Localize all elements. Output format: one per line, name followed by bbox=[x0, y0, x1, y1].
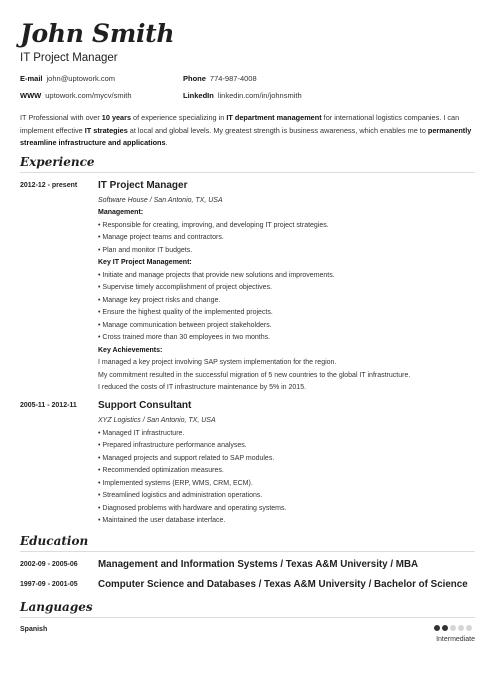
job-dates: 2012-12 - present bbox=[20, 182, 78, 189]
job-line: • Manage project teams and contractors. bbox=[98, 234, 224, 241]
job-line: I reduced the costs of IT infrastructure maintenance by 5% in 2015. bbox=[98, 384, 307, 391]
linkedin-label: LinkedIn bbox=[183, 91, 214, 100]
job-dates: 2005-11 - 2012-11 bbox=[20, 402, 77, 409]
job-line: • Implemented systems (ERP, WMS, CRM, ECM). bbox=[98, 480, 253, 487]
job-line: • Maintained the user database interface. bbox=[98, 517, 226, 524]
www-label: WWW bbox=[20, 91, 42, 100]
profile-summary: IT Professional with over 10 years of experience specializing in IT department management for international logistics companies. I can implement effective IT strategies at local and global levels. My greatest strength is business awareness, which enables me to permanently streamline infrastructure and applications. bbox=[20, 113, 472, 148]
www-value[interactable]: uptowork.com/mycv/smith bbox=[45, 91, 132, 100]
education-title: Computer Science and Databases / Texas A&M University / Bachelor of Science bbox=[98, 579, 468, 590]
phone-value: 774-987-4008 bbox=[209, 74, 257, 83]
languages-heading: Languages bbox=[20, 600, 93, 614]
job-line: Key IT Project Management: bbox=[98, 259, 192, 266]
job-title: IT Project Manager bbox=[98, 180, 188, 191]
job-line: • Initiate and manage projects that provide new solutions and improvements. bbox=[98, 272, 335, 279]
education-dates: 2002-09 - 2005-06 bbox=[20, 561, 78, 568]
job-line: • Recommended optimization measures. bbox=[98, 467, 224, 474]
job-line: My commitment resulted in the successful migration of 5 new countries to the global IT infrastructure. bbox=[98, 372, 411, 379]
candidate-name: John Smith bbox=[20, 19, 175, 48]
rating-dot bbox=[466, 625, 472, 631]
job-title: Support Consultant bbox=[98, 400, 192, 411]
phone-label: Phone bbox=[183, 74, 206, 83]
contact-linkedin bbox=[183, 91, 302, 100]
education-heading: Education bbox=[20, 534, 89, 548]
job-company: XYZ Logistics / San Antonio, TX, USA bbox=[98, 417, 216, 424]
job-line: • Manage key project risks and change. bbox=[98, 297, 221, 304]
job-line: Key Achievements: bbox=[98, 347, 163, 354]
rating-dot bbox=[458, 625, 464, 631]
rating-dot bbox=[450, 625, 456, 631]
job-company: Software House / San Antonio, TX, USA bbox=[98, 197, 223, 204]
email-label: E-mail bbox=[20, 74, 43, 83]
contact-email bbox=[20, 74, 115, 83]
job-line: • Supervise timely accomplishment of project objectives. bbox=[98, 284, 273, 291]
email-value[interactable]: john@uptowork.com bbox=[46, 74, 115, 83]
job-role: IT Project Manager bbox=[20, 52, 118, 64]
contact-phone bbox=[183, 74, 257, 83]
contact-website bbox=[20, 91, 132, 100]
job-line: • Managed IT infrastructure. bbox=[98, 430, 185, 437]
education-divider bbox=[20, 551, 475, 552]
language-name: Spanish bbox=[20, 626, 48, 633]
job-line: • Manage communication between project stakeholders. bbox=[98, 322, 272, 329]
languages-divider bbox=[20, 617, 475, 618]
job-line: • Managed projects and support related to SAP modules. bbox=[98, 455, 275, 462]
job-line: • Plan and monitor IT budgets. bbox=[98, 247, 193, 254]
education-dates: 1997-09 - 2001-05 bbox=[20, 581, 78, 588]
job-line: • Responsible for creating, improving, and developing IT project strategies. bbox=[98, 222, 329, 229]
language-rating bbox=[434, 625, 472, 631]
experience-divider bbox=[20, 172, 475, 173]
job-line: I managed a key project involving SAP system implementation for the region. bbox=[98, 359, 337, 366]
job-line: • Streamlined logistics and administration operations. bbox=[98, 492, 263, 499]
job-line: • Prepared infrastructure performance analyses. bbox=[98, 442, 247, 449]
rating-dot bbox=[442, 625, 448, 631]
job-line: • Diagnosed problems with hardware and operating systems. bbox=[98, 505, 287, 512]
language-level: Intermediate bbox=[436, 636, 475, 643]
education-title: Management and Information Systems / Texas A&M University / MBA bbox=[98, 559, 419, 570]
job-line: • Ensure the highest quality of the implemented projects. bbox=[98, 309, 273, 316]
rating-dot bbox=[434, 625, 440, 631]
job-line: Management: bbox=[98, 209, 144, 216]
experience-heading: Experience bbox=[20, 155, 95, 169]
job-line: • Cross trained more than 30 employees in two months. bbox=[98, 334, 271, 341]
linkedin-value[interactable]: linkedin.com/in/johnsmith bbox=[217, 91, 302, 100]
